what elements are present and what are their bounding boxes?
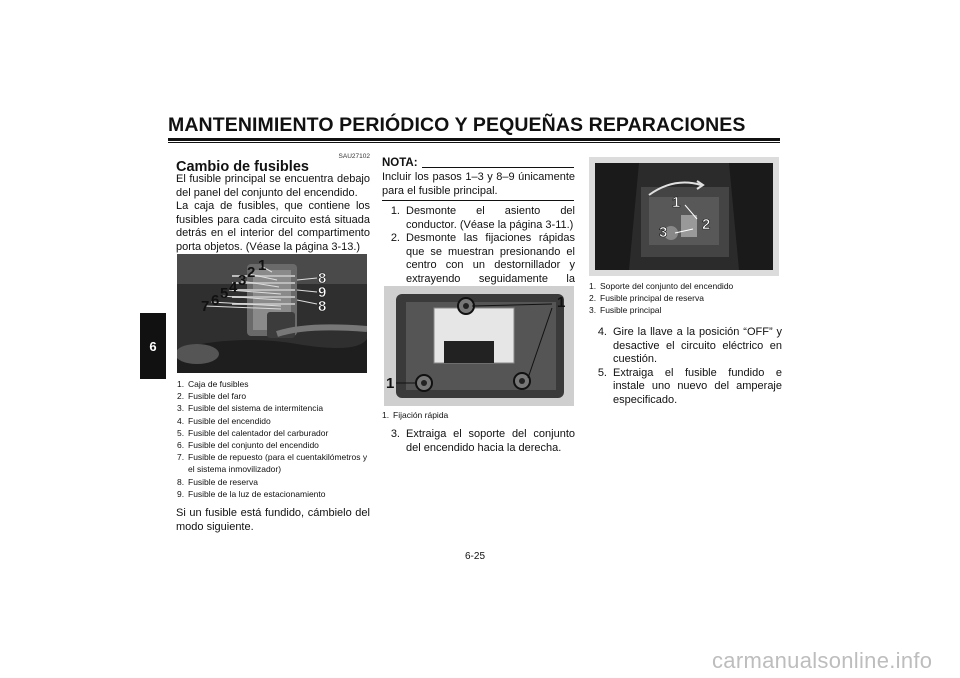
caption-item: 6. Fusible del conjunto del encendido — [177, 440, 319, 451]
photo1-callout-7: 7 — [201, 298, 210, 315]
nota-rule-bottom — [382, 200, 574, 201]
quick-fastener-captions — [382, 409, 575, 421]
quick-fastener-photo — [384, 286, 574, 406]
header-rule — [168, 138, 780, 141]
step-3 — [382, 428, 575, 455]
photo1-callout-5: 5 — [220, 285, 229, 302]
page-number: 6-25 — [465, 551, 486, 562]
step-item: 2. Desmonte las fijaciones rápidas que se muestran presionando el centro con un destornillador y extrayendo seguidamente la — [390, 232, 575, 285]
caption-item: 3. Fusible principal — [589, 305, 662, 316]
caption-item: 7. Fusible de repuesto (para el cuentakilómetros y el sistema inmovilizador) — [177, 452, 368, 475]
page-header-title: MANTENIMIENTO PERIÓDICO Y PEQUEÑAS REPARACIONES — [168, 114, 746, 136]
step-item: 5. Extraiga el fusible fundido e instale uno nuevo del amperaje especificado. — [597, 366, 782, 406]
nota-label: NOTA: — [382, 157, 418, 169]
chapter-tab — [140, 313, 166, 379]
photo1-callout-8a: 8 — [318, 270, 327, 287]
step-item: 3. Extraiga el soporte del conjunto del encendido hacia la derecha. — [390, 428, 575, 454]
step-item: 1. Desmonte el asiento del conductor. (Véase la página 3-11.) — [390, 205, 575, 231]
photo1-callout-4: 4 — [229, 279, 238, 296]
photo3-callout-1: 1 — [672, 194, 681, 211]
step-item: 4. Gire la llave a la posición “OFF” y desactive el circuito eléctrico en cuestión. — [597, 326, 782, 365]
caption-item: 2. Fusible principal de reserva — [589, 293, 704, 304]
fuse-box-captions — [177, 378, 372, 500]
steps-4-5 — [589, 326, 782, 407]
header-rule-thin — [168, 142, 780, 143]
watermark-text: carmanualsonline.info — [712, 648, 933, 673]
ignition-bracket-captions — [589, 280, 782, 317]
closing-text: Si un fusible está fundido, cámbielo del modo siguiente. — [176, 507, 370, 533]
photo1-callout-8b: 8 — [318, 298, 327, 315]
photo2-callout-left: 1 — [386, 375, 395, 392]
caption-item: 5. Fusible del calentador del carburador — [177, 427, 329, 438]
caption-item: 9. Fusible de la luz de estacionamiento — [177, 488, 326, 499]
photo1-callout-3: 3 — [238, 272, 247, 289]
photo3-callout-3: 3 — [659, 224, 668, 241]
photo1-callout-1: 1 — [258, 257, 267, 274]
intro-text — [176, 173, 370, 254]
photo1-callout-9: 9 — [318, 284, 327, 301]
chapter-tab-label: 6 — [149, 338, 157, 354]
section-code: SAU27102 — [338, 153, 370, 160]
nota-text: Incluir los pasos 1–3 y 8–9 únicamente para el fusible principal. — [382, 171, 575, 197]
photo1-callout-6: 6 — [211, 292, 220, 309]
intro-paragraph-1: El fusible principal se encuentra debajo del panel del conjunto del encendido. — [176, 173, 370, 199]
caption-item: 3. Fusible del sistema de intermitencia — [177, 403, 324, 414]
quick-fastener-illustration — [384, 286, 574, 406]
ignition-bracket-photo — [589, 157, 779, 276]
caption-item: 2. Fusible del faro — [177, 391, 247, 402]
caption-item: 4. Fusible del encendido — [177, 415, 271, 426]
caption-item: 1. Caja de fusibles — [177, 379, 249, 389]
caption-item: 1. Soporte del conjunto del encendido — [589, 281, 734, 291]
section-title: Cambio de fusibles — [176, 159, 309, 175]
nota-rule-top — [422, 167, 574, 168]
photo3-callout-2: 2 — [702, 216, 711, 233]
photo2-callout-right: 1 — [557, 294, 566, 311]
intro-paragraph-2: La caja de fusibles, que contiene los fusibles para cada circuito está situada detrás en el interior del compartimento porta objetos. (Véase la página 3-13.) — [176, 200, 370, 253]
caption-item: 1. Fijación rápida — [382, 410, 449, 420]
ignition-bracket-illustration — [589, 157, 779, 276]
caption-item: 8. Fusible de reserva — [177, 476, 258, 487]
photo1-callout-2: 2 — [247, 264, 256, 281]
